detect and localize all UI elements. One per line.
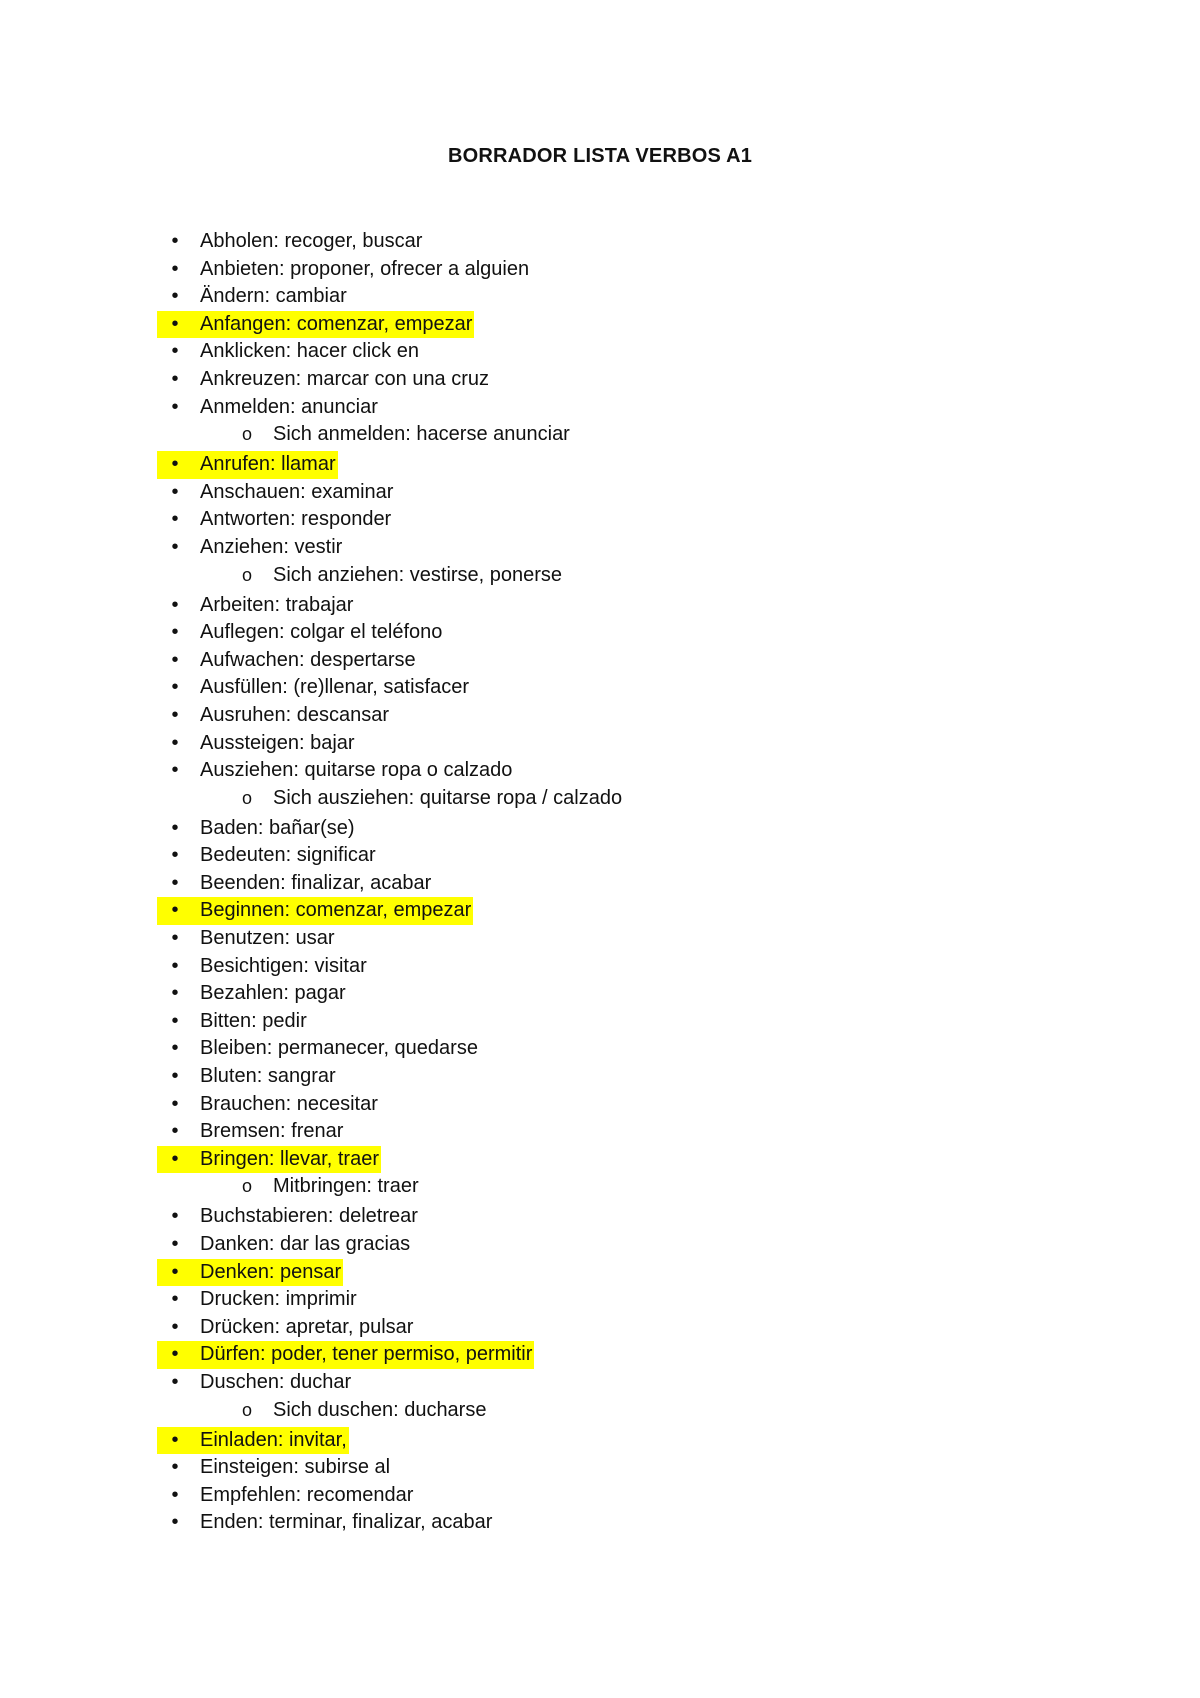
bullet-icon: • bbox=[171, 1147, 179, 1170]
list-item bbox=[0, 925, 622, 953]
list-item-text: Drücken: apretar, pulsar bbox=[200, 1315, 414, 1338]
bullet-icon: • bbox=[171, 1037, 179, 1060]
list-item bbox=[0, 1035, 622, 1063]
bullet-icon: • bbox=[171, 899, 179, 922]
list-item bbox=[0, 870, 622, 898]
bullet-icon: • bbox=[171, 759, 179, 782]
list-item bbox=[0, 1203, 622, 1231]
list-item-text: Besichtigen: visitar bbox=[200, 954, 367, 977]
bullet-icon: • bbox=[171, 285, 179, 308]
list-item-text: Ausziehen: quitarse ropa o calzado bbox=[200, 759, 513, 782]
list-item bbox=[0, 338, 622, 366]
list-item bbox=[0, 534, 622, 562]
list-item bbox=[0, 1118, 622, 1146]
list-item bbox=[0, 1286, 622, 1314]
bullet-icon: • bbox=[171, 982, 179, 1005]
list-item-text: Anschauen: examinar bbox=[200, 480, 394, 503]
list-item-text: Abholen: recoger, buscar bbox=[200, 230, 423, 252]
list-item-text: Anfangen: comenzar, empezar bbox=[200, 312, 473, 335]
list-item bbox=[0, 1454, 622, 1482]
bullet-icon: • bbox=[171, 621, 179, 644]
list-item bbox=[0, 619, 622, 647]
highlighted-entry bbox=[157, 1259, 343, 1287]
list-item-text: Einladen: invitar, bbox=[200, 1428, 347, 1451]
list-item-text: Aufwachen: despertarse bbox=[200, 648, 416, 671]
list-item bbox=[0, 1146, 622, 1174]
verb-list bbox=[0, 228, 622, 1537]
list-item-text: Benutzen: usar bbox=[200, 927, 335, 950]
sub-list-item bbox=[0, 562, 622, 592]
bullet-icon: • bbox=[171, 1456, 179, 1479]
list-item bbox=[0, 897, 622, 925]
list-item bbox=[0, 1091, 622, 1119]
bullet-icon: • bbox=[171, 1315, 179, 1338]
bullet-icon: • bbox=[171, 1205, 179, 1228]
list-item bbox=[0, 674, 622, 702]
list-item bbox=[0, 730, 622, 758]
list-item-text: Ändern: cambiar bbox=[200, 285, 347, 308]
document-title: BORRADOR LISTA VERBOS A1 bbox=[447, 145, 753, 167]
bullet-icon: • bbox=[171, 844, 179, 867]
list-item bbox=[0, 702, 622, 730]
list-item-text: Bringen: llevar, traer bbox=[200, 1147, 379, 1170]
highlighted-entry bbox=[157, 1427, 349, 1455]
bullet-icon: • bbox=[171, 927, 179, 950]
bullet-icon: • bbox=[171, 1428, 179, 1451]
list-item bbox=[0, 1341, 622, 1369]
list-item-text: Duschen: duchar bbox=[200, 1370, 352, 1393]
list-item-text: Bezahlen: pagar bbox=[200, 982, 346, 1005]
list-item bbox=[0, 1259, 622, 1287]
list-item-text: Empfehlen: recomendar bbox=[200, 1483, 414, 1506]
bullet-icon: • bbox=[171, 1343, 179, 1366]
list-item bbox=[0, 394, 622, 422]
bullet-icon: • bbox=[171, 676, 179, 699]
list-item-text: Auflegen: colgar el teléfono bbox=[200, 621, 443, 644]
list-item-text: Buchstabieren: deletrear bbox=[200, 1205, 418, 1228]
list-item bbox=[0, 1231, 622, 1259]
bullet-icon: • bbox=[171, 395, 179, 418]
list-item-text: Ankreuzen: marcar con una cruz bbox=[200, 367, 490, 390]
bullet-icon: • bbox=[171, 367, 179, 390]
list-item-text: Aussteigen: bajar bbox=[200, 731, 355, 754]
highlighted-entry bbox=[157, 1341, 534, 1369]
bullet-icon: • bbox=[171, 312, 179, 335]
bullet-icon: • bbox=[171, 1511, 179, 1534]
list-item-text: Bitten: pedir bbox=[200, 1009, 307, 1032]
list-item-text: Anziehen: vestir bbox=[200, 535, 343, 558]
sub-bullet-icon: o bbox=[241, 1176, 252, 1197]
bullet-icon: • bbox=[171, 731, 179, 754]
sub-list-item bbox=[0, 421, 622, 451]
highlighted-entry bbox=[157, 1146, 381, 1174]
list-item-text: Enden: terminar, finalizar, acabar bbox=[200, 1511, 493, 1534]
bullet-icon: • bbox=[171, 1370, 179, 1393]
list-item bbox=[0, 1008, 622, 1036]
highlighted-entry bbox=[157, 897, 473, 925]
bullet-icon: • bbox=[171, 871, 179, 894]
list-item-text: Brauchen: necesitar bbox=[200, 1092, 378, 1115]
sub-list-item bbox=[0, 1173, 622, 1203]
list-item-text: Drucken: imprimir bbox=[200, 1288, 357, 1311]
list-item bbox=[0, 1314, 622, 1342]
list-item bbox=[0, 592, 622, 620]
list-item-text: Anmelden: anunciar bbox=[200, 395, 378, 418]
sub-bullet-icon: o bbox=[241, 424, 252, 445]
list-item-text: Sich duschen: ducharse bbox=[273, 1398, 487, 1421]
list-item bbox=[0, 451, 622, 479]
list-item bbox=[0, 228, 622, 256]
bullet-icon: • bbox=[171, 1260, 179, 1283]
list-item-text: Baden: bañar(se) bbox=[200, 816, 355, 839]
bullet-icon: • bbox=[171, 1483, 179, 1506]
list-item bbox=[0, 283, 622, 311]
list-item-text: Arbeiten: trabajar bbox=[200, 593, 354, 616]
bullet-icon: • bbox=[171, 1065, 179, 1088]
bullet-icon: • bbox=[171, 1092, 179, 1115]
list-item-text: Bleiben: permanecer, quedarse bbox=[200, 1037, 478, 1060]
list-item bbox=[0, 953, 622, 981]
list-item bbox=[0, 1427, 622, 1455]
list-item bbox=[0, 1509, 622, 1537]
list-item bbox=[0, 757, 622, 785]
bullet-icon: • bbox=[171, 954, 179, 977]
bullet-icon: • bbox=[171, 1009, 179, 1032]
list-item bbox=[0, 506, 622, 534]
sub-bullet-icon: o bbox=[241, 564, 252, 585]
bullet-icon: • bbox=[171, 453, 179, 476]
bullet-icon: • bbox=[171, 480, 179, 503]
bullet-icon: • bbox=[171, 230, 179, 252]
list-item bbox=[0, 1063, 622, 1091]
bullet-icon: • bbox=[171, 703, 179, 726]
list-item-text: Sich ausziehen: quitarse ropa / calzado bbox=[273, 786, 623, 809]
sub-bullet-icon: o bbox=[241, 787, 252, 808]
bullet-icon: • bbox=[171, 1288, 179, 1311]
bullet-icon: • bbox=[171, 648, 179, 671]
list-item-text: Sich anziehen: vestirse, ponerse bbox=[273, 563, 563, 586]
bullet-icon: • bbox=[171, 508, 179, 531]
list-item bbox=[0, 647, 622, 675]
highlighted-entry bbox=[157, 451, 338, 479]
bullet-icon: • bbox=[171, 1120, 179, 1143]
list-item bbox=[0, 366, 622, 394]
list-item bbox=[0, 256, 622, 284]
list-item bbox=[0, 479, 622, 507]
list-item-text: Dürfen: poder, tener permiso, permitir bbox=[200, 1343, 533, 1366]
bullet-icon: • bbox=[171, 1233, 179, 1255]
bullet-icon: • bbox=[171, 535, 179, 558]
list-item bbox=[0, 311, 622, 339]
list-item-text: Ausruhen: descansar bbox=[200, 703, 390, 726]
list-item-text: Antworten: responder bbox=[200, 508, 392, 531]
list-item-text: Bedeuten: significar bbox=[200, 844, 376, 867]
list-item-text: Ausfüllen: (re)llenar, satisfacer bbox=[200, 676, 470, 699]
list-item bbox=[0, 842, 622, 870]
list-item-text: Beginnen: comenzar, empezar bbox=[200, 899, 472, 922]
list-item-text: Einsteigen: subirse al bbox=[200, 1456, 391, 1479]
list-item-text: Anklicken: hacer click en bbox=[200, 340, 419, 363]
list-item-text: Anbieten: proponer, ofrecer a alguien bbox=[200, 257, 530, 280]
sub-list-item bbox=[0, 1397, 622, 1427]
list-item-text: Danken: dar las gracias bbox=[200, 1233, 411, 1255]
list-item-text: Denken: pensar bbox=[200, 1260, 342, 1283]
list-item-text: Bremsen: frenar bbox=[200, 1120, 344, 1143]
list-item bbox=[0, 1482, 622, 1510]
sub-list-item bbox=[0, 785, 622, 815]
bullet-icon: • bbox=[171, 816, 179, 839]
list-item-text: Mitbringen: traer bbox=[273, 1175, 419, 1198]
bullet-icon: • bbox=[171, 340, 179, 363]
bullet-icon: • bbox=[171, 257, 179, 280]
list-item-text: Anrufen: llamar bbox=[200, 453, 336, 476]
highlighted-entry bbox=[157, 311, 474, 339]
bullet-icon: • bbox=[171, 593, 179, 616]
sub-bullet-icon: o bbox=[241, 1399, 252, 1420]
list-item bbox=[0, 1369, 622, 1397]
list-item bbox=[0, 980, 622, 1008]
list-item-text: Bluten: sangrar bbox=[200, 1065, 336, 1088]
list-item bbox=[0, 815, 622, 843]
list-item-text: Sich anmelden: hacerse anunciar bbox=[273, 423, 570, 446]
list-item-text: Beenden: finalizar, acabar bbox=[200, 871, 432, 894]
